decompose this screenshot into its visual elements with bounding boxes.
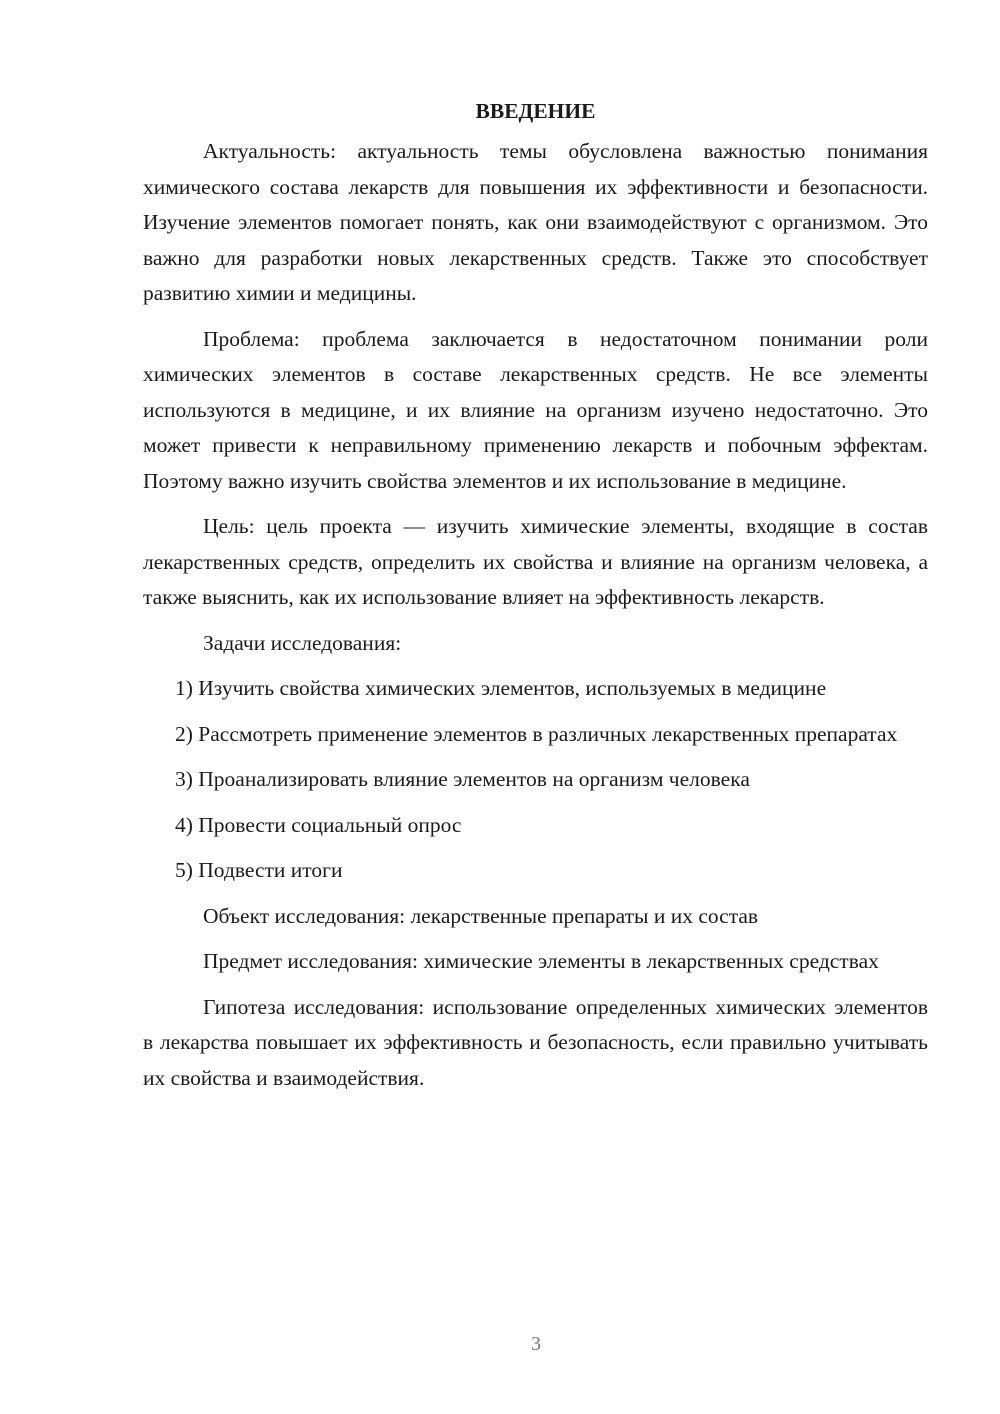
subject-paragraph: Предмет исследования: химические элементы в лекарственных средствах xyxy=(203,949,879,973)
task-item: 4) Провести социальный опрос xyxy=(175,812,462,837)
task-item: 3) Проанализировать влияние элементов на организм человека xyxy=(175,767,750,791)
object-paragraph: Объект исследования: лекарственные препараты и их состав xyxy=(203,903,759,928)
goal-paragraph: Цель: цель проекта — изучить химические элементы, входящие в состав лекарственных средств, определить их свойства и влияние на организм человека, а также выяснить, как их использование влияет на эффективность лекарств. xyxy=(143,514,928,609)
task-item: 1) Изучить свойства химических элементов, используемых в медицине xyxy=(175,676,827,700)
page-content xyxy=(143,97,928,1106)
problem-paragraph: Проблема: проблема заключается в недостаточном понимании роли химических элементов в составе лекарственных средств. Не все элементы используются в медицине, и их влияние на организм изучено недостаточно. Это может привести к неправильному применению лекарств и побочным эффектам. Поэтому важно изучить свойства элементов и их использование в медицине. xyxy=(143,326,928,493)
tasks-list xyxy=(143,671,928,889)
relevance-paragraph: Актуальность: актуальность темы обусловлена важностью понимания химического состава лекарств для повышения их эффективности и безопасности. Изучение элементов помогает понять, как они взаимодействуют с организмом. Это важно для разработки новых лекарственных средств. Также это способствует развитию химии и медицины. xyxy=(143,139,928,305)
task-item: 5) Подвести итоги xyxy=(175,858,343,882)
hypothesis-paragraph: Гипотеза исследования: использование определенных химических элементов в лекарства повышает их эффективность и безопасность, если правильно учитывать их свойства и взаимодействия. xyxy=(143,994,928,1090)
section-heading: ВВЕДЕНИЕ xyxy=(475,99,596,123)
task-item: 2) Рассмотреть применение элементов в различных лекарственных препаратах xyxy=(175,721,898,746)
page-number: 3 xyxy=(531,1333,541,1355)
tasks-title: Задачи исследования: xyxy=(203,630,402,655)
